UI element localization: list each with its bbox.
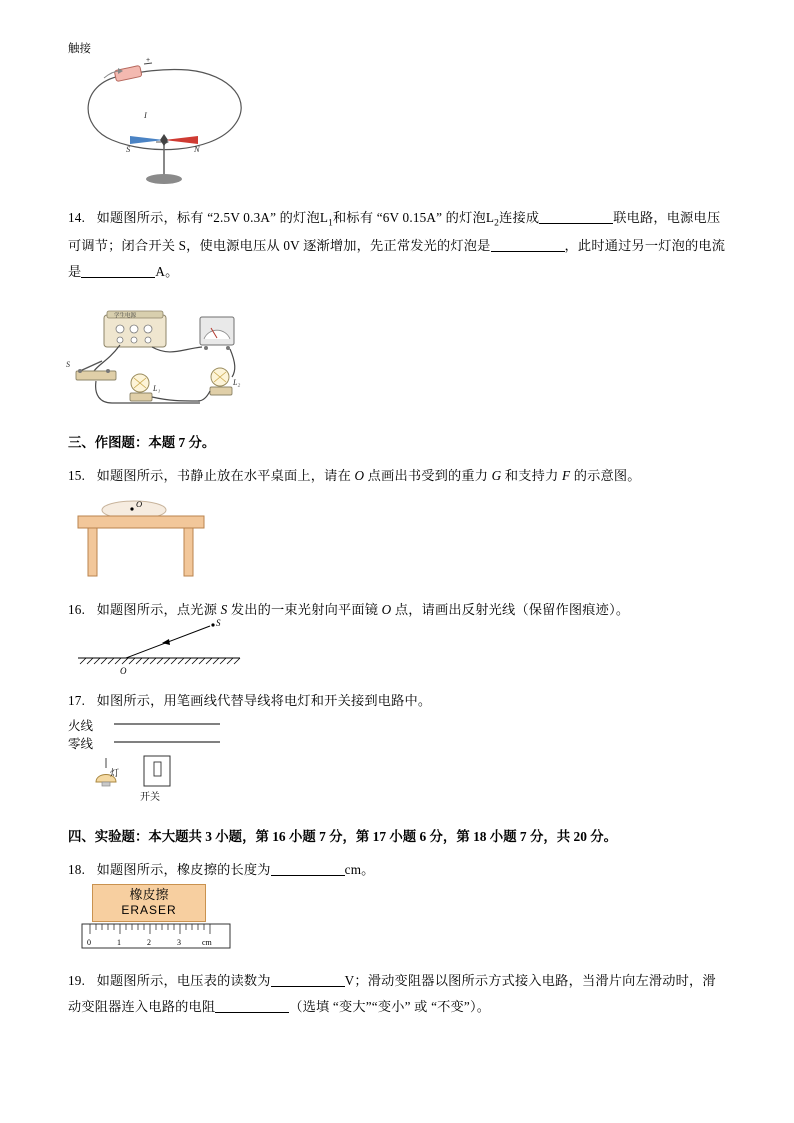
mirror-source-label: S	[216, 618, 221, 628]
eraser-cn-text: 橡皮擦	[129, 887, 169, 902]
q17-text: 如图所示，用笔画线代替导线将电灯和开关接到电路中。	[96, 693, 432, 708]
q15-italic-o: O	[354, 468, 365, 483]
q19-text-c: （选填 “变大”“变小” 或 “不变”）。	[289, 998, 491, 1014]
mirror-ray-svg	[70, 618, 260, 680]
q15-italic-f: F	[561, 468, 571, 483]
q15-text-a: 如题图所示，书静止放在水平桌面上，请在	[96, 468, 355, 483]
lamp-cn-label: 灯	[110, 768, 120, 778]
q15-text-b: 点画出书受到的重力	[364, 468, 492, 483]
q16-text-a: 如题图所示，点光源	[96, 602, 221, 617]
figure-eraser-ruler	[80, 884, 250, 964]
q14-blank-3[interactable]	[81, 264, 155, 278]
q14-text-part6: A。	[155, 263, 179, 279]
live-wire-label: 火线	[68, 719, 94, 733]
svg-text:+: +	[146, 57, 151, 64]
mirror-point-label: O	[120, 666, 127, 676]
q18-blank-1[interactable]	[271, 862, 345, 876]
neutral-wire-label: 零线	[68, 737, 94, 751]
q15-text-d: 的示意图。	[570, 468, 641, 483]
compass-label-s: S	[126, 144, 131, 154]
section-4-heading: 四、实验题：本大题共 3 小题，第 16 小题 7 分，第 17 小题 6 分，第 18 小题 7 分，共 20 分。	[68, 829, 618, 844]
q19-blank-2[interactable]	[215, 999, 289, 1013]
q14-text-part3: 连接成	[499, 210, 540, 225]
figure-house-circuit	[70, 712, 290, 812]
ruler-tick-1: 1	[117, 938, 121, 947]
switch-cn-label: 开关	[140, 792, 160, 803]
compass-label-n: N	[194, 144, 200, 154]
lamp1-label: L₁	[153, 384, 161, 393]
figure-compass-coil	[60, 43, 290, 193]
q14-blank-1[interactable]	[539, 210, 613, 224]
question-15	[68, 463, 728, 489]
section-3-heading: 三、作图题：本题 7 分。	[68, 435, 216, 450]
q18-text-b: cm。	[344, 862, 375, 877]
switch-label-s: S	[66, 360, 70, 369]
figure-circuit-two-lamps	[60, 305, 320, 420]
q19-text-a: 如题图所示，电压表的读数为	[96, 973, 271, 988]
lamp2-label: L₂	[233, 378, 241, 387]
q15-number: 15.	[68, 468, 86, 483]
eraser-en-text: ERASER	[121, 903, 177, 918]
power-supply-label: 学生电源	[114, 313, 137, 319]
figure-table-book	[70, 488, 250, 593]
q14-text-part1: 如题图所示，标有 “2.5V 0.3A” 的灯泡L	[96, 210, 329, 225]
eraser-body	[92, 884, 206, 922]
q18-number: 18.	[68, 862, 86, 877]
q15-italic-g: G	[491, 468, 502, 483]
q15-text-c: 和支持力	[501, 468, 562, 483]
q16-italic-o: O	[381, 602, 392, 617]
question-17	[68, 688, 728, 714]
q16-italic-s: S	[220, 602, 228, 617]
compass-coil-svg	[60, 48, 290, 193]
q14-sub-2: 2	[494, 218, 500, 229]
ruler-tick-3: 3	[177, 938, 181, 947]
q14-blank-2[interactable]	[491, 238, 565, 252]
ruler-tick-0: 0	[87, 938, 91, 947]
figure-mirror-ray	[70, 618, 260, 680]
q14-text-part4: 联电路，电源电压可调节；闭合开关 S，使电源电压从 0V 逐渐增加，先正常发光的灯泡是	[68, 210, 721, 254]
compass-label-current: I	[144, 110, 147, 120]
question-18	[68, 857, 728, 883]
q16-number: 16.	[68, 602, 86, 617]
q16-text-b: 发出的一束光射向平面镜	[227, 602, 382, 617]
q19-text-b: V；滑动变阻器以图所示方式接入电路，当滑片向左滑动时，滑动变阻器连入电路的电阻	[68, 973, 716, 1014]
ruler-tick-2: 2	[147, 938, 151, 947]
q17-number: 17.	[68, 693, 86, 708]
q18-text-a: 如题图所示，橡皮擦的长度为	[96, 862, 271, 877]
circuit-two-lamps-svg	[60, 305, 320, 420]
book-point-label: O	[136, 499, 143, 509]
q16-text-c: 点，请画出反射光线（保留作图痕迹）。	[391, 602, 630, 617]
table-book-svg	[70, 488, 250, 593]
question-14	[68, 205, 728, 285]
question-19	[68, 968, 728, 1019]
q14-number: 14.	[68, 210, 86, 225]
q14-text-part5: ，此时通过另一灯泡的电流是	[68, 238, 726, 279]
compass-label-touch: 触接	[68, 43, 91, 55]
ruler-svg	[80, 922, 240, 962]
ruler-unit: cm	[202, 938, 212, 947]
q19-blank-1[interactable]	[271, 973, 345, 987]
q14-sub-1: 1	[328, 218, 334, 229]
q19-number: 19.	[68, 973, 86, 988]
q14-text-part2: 和标有 “6V 0.15A” 的灯泡L	[333, 210, 495, 225]
house-circuit-svg	[70, 712, 290, 812]
